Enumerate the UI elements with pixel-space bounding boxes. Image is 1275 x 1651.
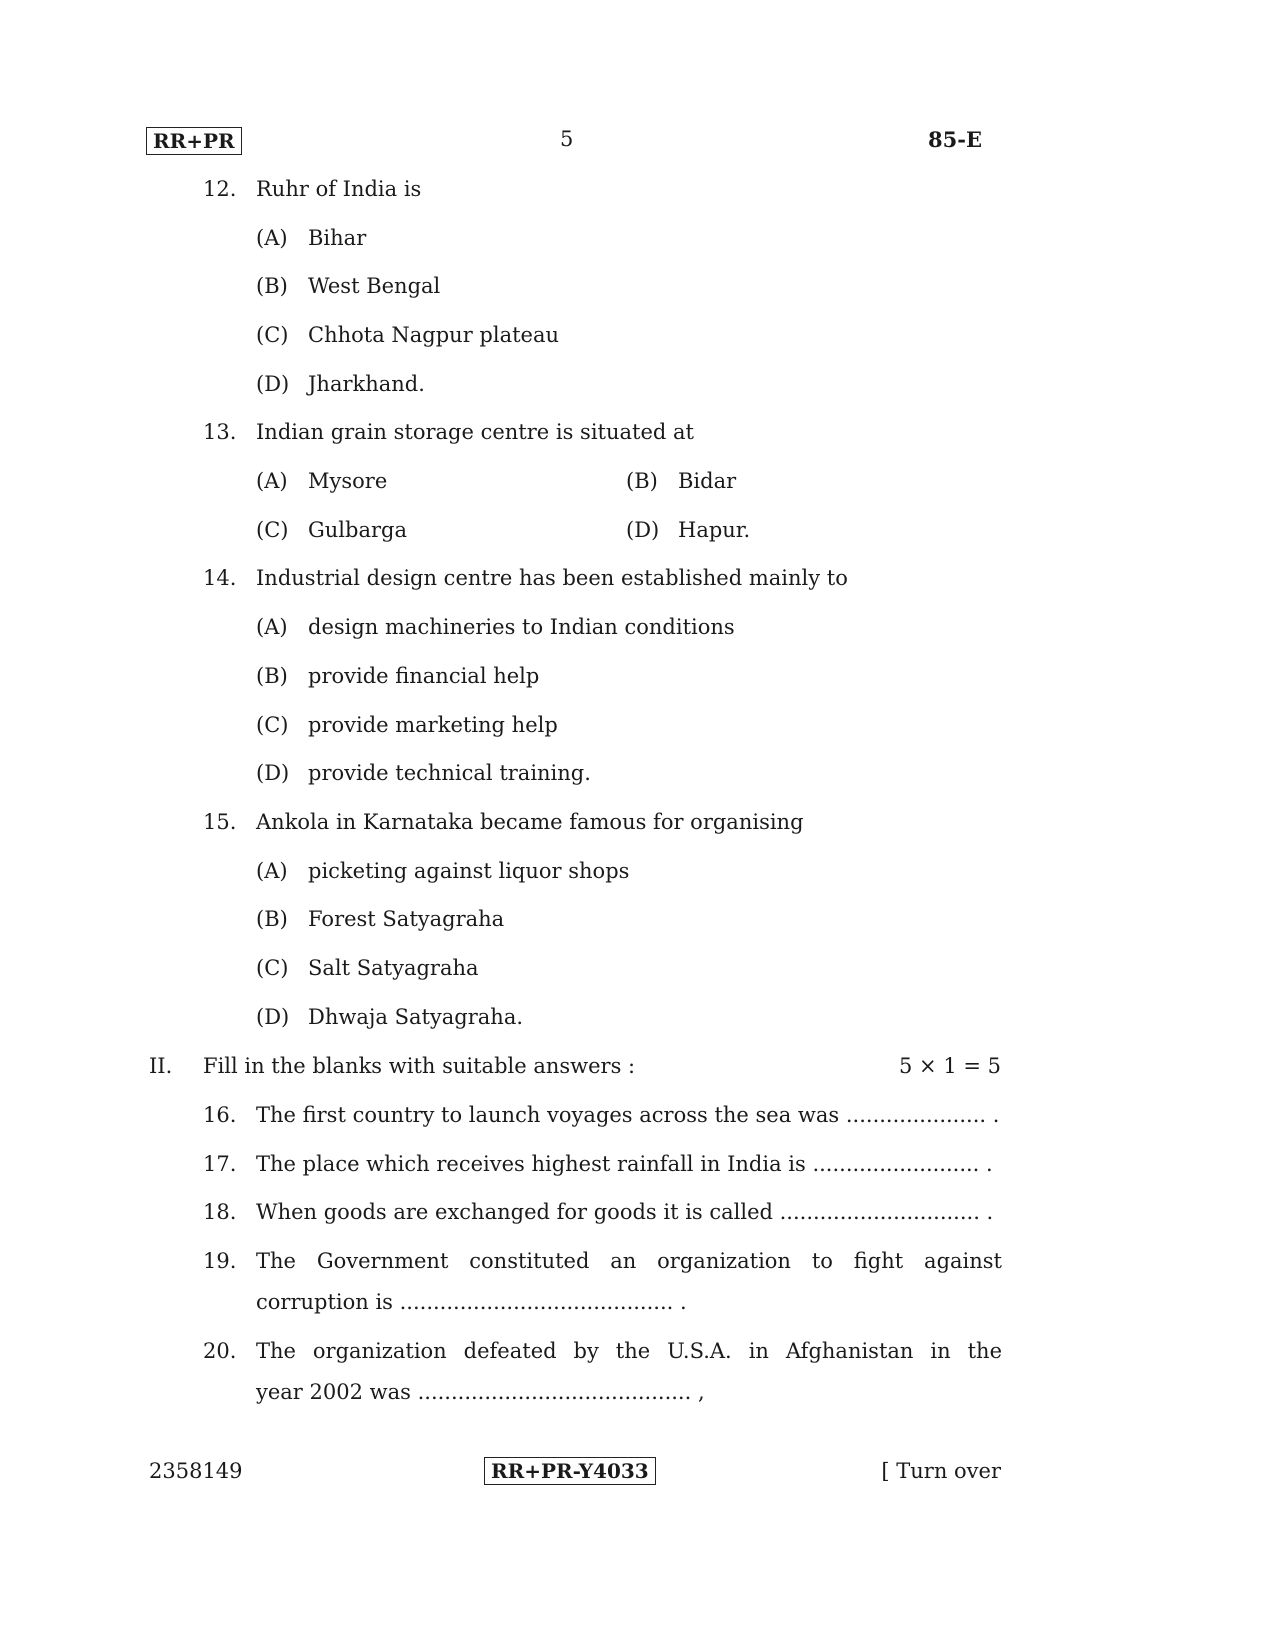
option-label: (A) — [256, 859, 288, 883]
option-text: Gulbarga — [308, 518, 407, 542]
header-code-box: RR+PR — [146, 127, 242, 155]
section-roman-numeral: II. — [149, 1054, 173, 1078]
option-label: (B) — [256, 664, 288, 688]
section-instruction: Fill in the blanks with suitable answers : — [203, 1054, 636, 1078]
paper-code: 85-E — [928, 127, 982, 152]
question-text: Indian grain storage centre is situated at — [256, 420, 694, 444]
fill-blank-text-line1: The organization defeated by the U.S.A. in Afghanistan in the — [256, 1339, 1002, 1363]
question-number: 17. — [203, 1152, 237, 1176]
question-number: 16. — [203, 1103, 237, 1127]
fill-blank-text-line1: The Government constituted an organization to fight against — [256, 1249, 1002, 1273]
option-text: Jharkhand. — [308, 372, 425, 396]
fill-blank-text: The place which receives highest rainfall in India is ......................... . — [256, 1152, 993, 1176]
option-text: design machineries to Indian conditions — [308, 615, 735, 639]
option-label: (B) — [256, 907, 288, 931]
footer-serial-number: 2358149 — [149, 1459, 243, 1483]
option-text: Salt Satyagraha — [308, 956, 479, 980]
question-number: 20. — [203, 1339, 237, 1363]
option-text: Bihar — [308, 226, 367, 250]
fill-blank-text-line2: year 2002 was ......................................... , — [256, 1380, 705, 1404]
option-label: (B) — [626, 469, 658, 493]
question-number: 12. — [203, 177, 237, 201]
option-label: (C) — [256, 956, 289, 980]
option-label: (B) — [256, 274, 288, 298]
option-label: (A) — [256, 469, 288, 493]
question-number: 14. — [203, 566, 237, 590]
option-text: Dhwaja Satyagraha. — [308, 1005, 524, 1029]
option-label: (C) — [256, 518, 289, 542]
fill-blank-text-line2: corruption is ......................................... . — [256, 1290, 687, 1314]
question-number: 18. — [203, 1200, 237, 1224]
option-text: picketing against liquor shops — [308, 859, 630, 883]
option-text: West Bengal — [308, 274, 441, 298]
question-text: Ankola in Karnataka became famous for organising — [256, 810, 804, 834]
option-label: (C) — [256, 713, 289, 737]
option-label: (D) — [626, 518, 660, 542]
footer-code-box: RR+PR-Y4033 — [484, 1457, 656, 1485]
option-text: Forest Satyagraha — [308, 907, 505, 931]
question-number: 15. — [203, 810, 237, 834]
fill-blank-text: When goods are exchanged for goods it is called .............................. . — [256, 1200, 994, 1224]
question-number: 19. — [203, 1249, 237, 1273]
option-text: provide marketing help — [308, 713, 558, 737]
question-text: Industrial design centre has been established mainly to — [256, 566, 848, 590]
option-text: Mysore — [308, 469, 388, 493]
option-text: Chhota Nagpur plateau — [308, 323, 560, 347]
option-text: Hapur. — [678, 518, 751, 542]
turn-over-note: [ Turn over — [881, 1459, 1001, 1483]
question-text: Ruhr of India is — [256, 177, 422, 201]
option-label: (D) — [256, 1005, 290, 1029]
option-label: (C) — [256, 323, 289, 347]
section-marks: 5 × 1 = 5 — [899, 1054, 1001, 1078]
question-number: 13. — [203, 420, 237, 444]
option-label: (A) — [256, 615, 288, 639]
option-text: Bidar — [678, 469, 737, 493]
option-text: provide financial help — [308, 664, 540, 688]
option-label: (D) — [256, 761, 290, 785]
option-text: provide technical training. — [308, 761, 591, 785]
fill-blank-text: The first country to launch voyages across the sea was ..................... . — [256, 1103, 1000, 1127]
option-label: (D) — [256, 372, 290, 396]
option-label: (A) — [256, 226, 288, 250]
page-number: 5 — [560, 127, 574, 151]
